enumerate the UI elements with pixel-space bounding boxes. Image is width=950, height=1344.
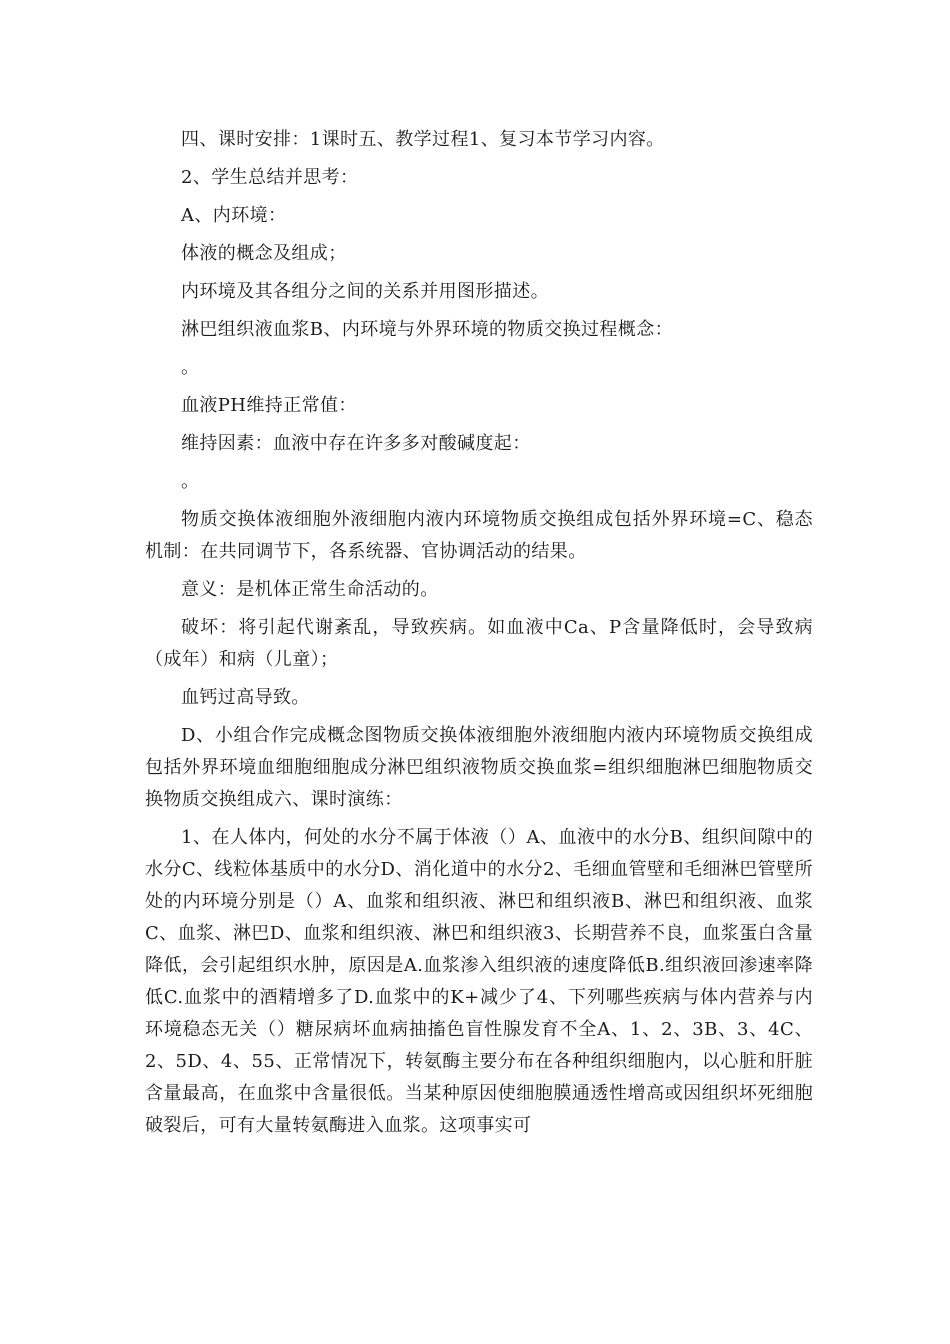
- paragraph-period-1: 。: [181, 357, 200, 378]
- paragraph-internal-env: 内环境及其各组分之间的关系并用图形描述。: [181, 281, 549, 302]
- paragraph-period-2: 。: [181, 471, 200, 492]
- paragraph-significance: 意义：是机体正常生命活动的。: [181, 579, 439, 600]
- paragraph-section-d: D、小组合作完成概念图物质交换体液细胞外液细胞内液内环境物质交换组成包括外界环境血细胞细胞成分淋巴组织液物质交换血浆=组织细胞淋巴细胞物质交换物质交换组成六、课时演练：: [145, 725, 813, 810]
- document-body: [145, 124, 813, 1148]
- paragraph-body-fluid: 体液的概念及组成；: [181, 243, 347, 264]
- paragraph-exercises: 1、在人体内，何处的水分不属于体液（）A、血液中的水分B、组织间隙中的水分C、线粒体基质中的水分D、消化道中的水分2、毛细血管壁和毛细淋巴管壁所处的内环境分别是（）A、血浆和组织液、淋巴和组织液B、淋巴和组织液、血浆C、血浆、淋巴D、血浆和组织液、淋巴和组织液3、长期营养不良，血浆蛋白含量降低，会引起组织水肿，原因是A.血浆渗入组织液的速度降低B.组织液回渗速率降低C.血浆中的酒精增多了D.血浆中的K+减少了4、下列哪些疾病与体内营养与内环境稳态无关（）糖尿病坏血病抽搐色盲性腺发育不全A、1、2、3B、3、4C、2、5D、4、55、正常情况下，转氨酶主要分布在各种组织细胞内，以心脏和肝脏含量最高，在血浆中含量很低。当某种原因使细胞膜通透性增高或因组织坏死细胞破裂后，可有大量转氨酶进入血浆。这项事实可: [145, 827, 813, 1136]
- paragraph-section-b: 淋巴组织液血浆B、内环境与外界环境的物质交换过程概念：: [181, 319, 674, 340]
- paragraph-section-a: A、内环境：: [181, 205, 287, 226]
- paragraph-blood-ph: 血液PH维持正常值：: [181, 395, 357, 416]
- paragraph-student-summary: 2、学生总结并思考：: [181, 167, 359, 188]
- paragraph-maintain-factor: 维持因素：血液中存在许多多对酸碱度起：: [181, 433, 531, 454]
- paragraph-schedule: 四、课时安排：1课时五、教学过程1、复习本节学习内容。: [181, 129, 665, 150]
- paragraph-damage: 破坏：将引起代谢紊乱，导致疾病。如血液中Ca、P含量降低时，会导致病（成年）和病（儿童）；: [145, 617, 813, 670]
- paragraph-section-c: 物质交换体液细胞外液细胞内液内环境物质交换组成包括外界环境=C、稳态机制：在共同调节下，各系统器、官协调活动的结果。: [145, 509, 813, 562]
- paragraph-high-calcium: 血钙过高导致。: [181, 687, 310, 708]
